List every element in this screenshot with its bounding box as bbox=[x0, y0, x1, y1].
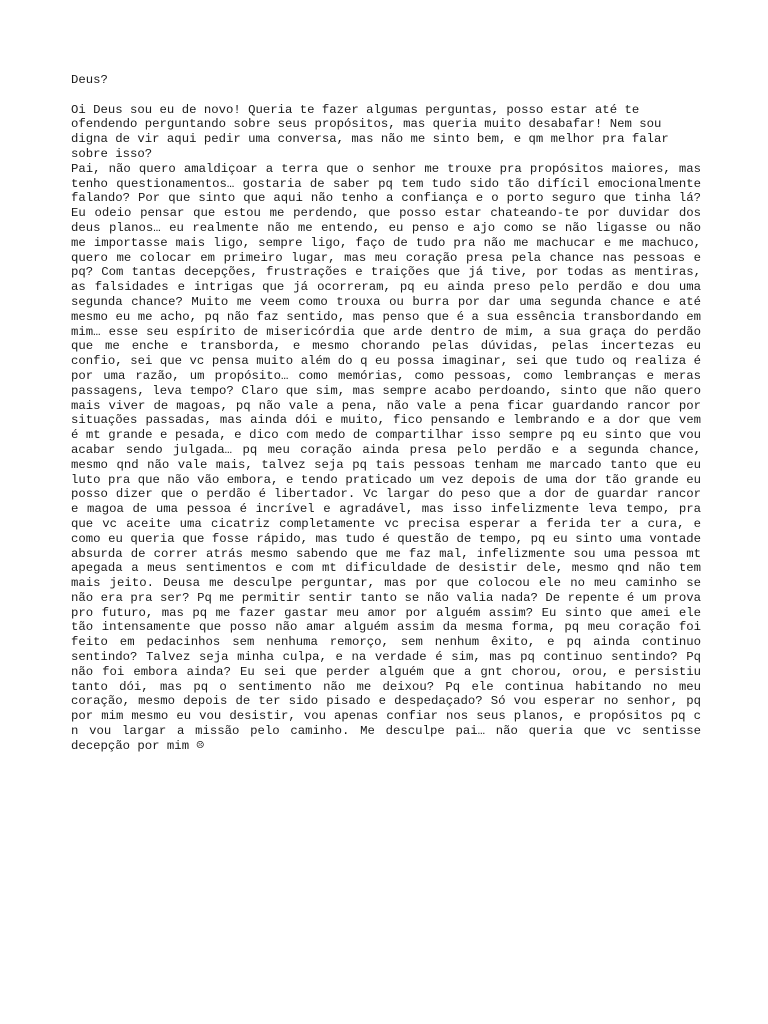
paragraph-intro: Oi Deus sou eu de novo! Queria te fazer algumas perguntas, posso estar até te ofendendo perguntando sobre seus propósitos, mas queria muito desabafar! Nem sou digna de vir aqui pedir uma conversa, mas não me sinto bem, e qm melhor pra falar sobre isso? bbox=[71, 102, 669, 161]
document-body bbox=[71, 73, 701, 754]
document-title: Deus? bbox=[71, 73, 108, 87]
paragraph-main: Pai, não quero amaldiçoar a terra que o senhor me trouxe pra propósitos maiores, mas tenho questionamentos… gostaria de saber pq tem tudo sido tão difícil emocionalmente falando? Por que sinto que aqui não tenho a confiança e o porto seguro que tinha lá? Eu odeio pensar que estou me perdendo, que posso estar chateando-te por duvidar dos deus planos… eu realmente não me entendo, eu penso e ajo como se não ligasse ou não me importasse mais ligo, sempre ligo, faço de tudo pra não me machucar e me machuco, quero me colocar em primeiro lugar, mas meu coração presa pela chance nas pessoas e pq? Com tantas decepções, frustrações e traições que já tive, por todas as mentiras, as falsidades e intrigas que já ocorreram, pq eu ainda preso pelo perdão e dou uma segunda chance? Muito me veem como trouxa ou burra por dar uma segunda chance e até mesmo eu me acho, pq não faz sentido, mas penso que é a sua essência transbordando em mim… esse seu espírito de misericórdia que arde dentro de mim, a sua graça do perdão que me enche e transborda, e mesmo chorando pelas dúvidas, pelas incertezas eu confio, sei que vc pensa muito além do q eu possa imaginar, sei que tudo oq realiza é por uma razão, um propósito… como memórias, como pessoas, como lembranças e meras passagens, leva tempo? Claro que sim, mas sempre acabo perdoando, sinto que não quero mais viver de magoas, pq não vale a pena, não vale a pena ficar guardando rancor por situações passadas, mas ainda dói e muito, fico pensando e lembrando e a dor que vem é mt grande e pesada, e dico com medo de compartilhar isso sempre pq eu sinto que vou acabar sendo julgada… pq meu coração ainda presa pelo perdão e a segunda chance, mesmo qnd não vale mais, talvez seja pq tais pessoas tenham me marcado tanto que eu luto pra que não vão embora, e tendo praticado um vez depois de uma dor tão grande eu posso dizer que o perdão é libertador. Vc largar do peso que a dor de guardar rancor e magoa de uma pessoa é incrível e agradável, mas isso infelizmente leva tempo, pra que vc aceite uma cicatriz completamente vc precisa esperar a ferida ter a cura, e como eu queria que fosse rápido, mas tudo é questão de tempo, pq eu sinto uma vontade absurda de correr atrás mesmo sabendo que me faz mal, infelizmente sou uma pessoa mt apegada a meus sentimentos e com mt dificuldade de desistir dele, mesmo qnd não tem mais jeito. Deusa me desculpe perguntar, mas por que colocou ele no meu caminho se não era pra ser? Pq me permitir sentir tanto se não valia nada? De repente é um prova pro futuro, mas pq me fazer gastar meu amor por alguém assim? Eu sinto que amei ele tão intensamente que posso não amar alguém assim da mesma forma, pq meu coração foi feito em pedacinhos sem nenhuma remorço, sem nenhum êxito, e pq ainda continuo sentindo? Talvez seja minha culpa, e na verdade é sim, mas pq continuo sentindo? Pq não foi embora ainda? Eu sei que perder alguém que a gnt chorou, orou, e persistiu tanto dói, mas pq o sentimento não me deixou? Pq ele continua habitando no meu coração, mesmo depois de ter sido pisado e despedaçado? Só vou esperar no senhor, pq por mim mesmo eu vou desistir, vou apenas confiar nos seus planos, e propósitos pq c n vou largar a missão pelo caminho. Me desculpe pai… não queria que vc sentisse decepção por mim ☹ bbox=[71, 161, 701, 753]
